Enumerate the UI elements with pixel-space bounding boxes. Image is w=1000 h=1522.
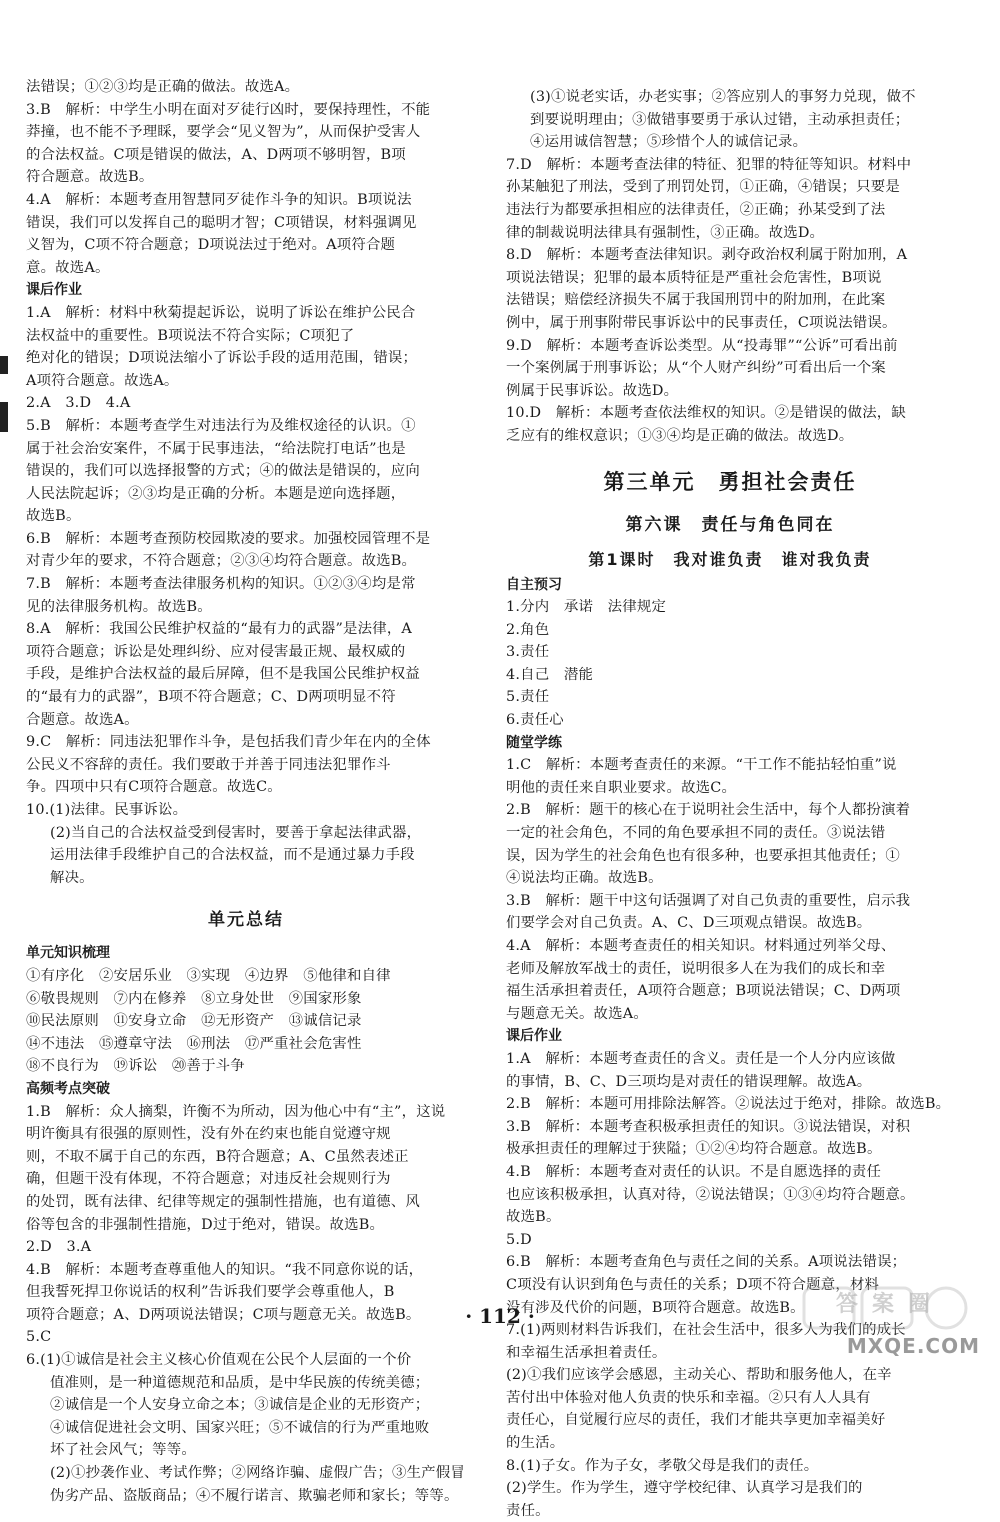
answer-block [506,154,954,448]
text-line: 责任。 [506,1502,550,1519]
text-line: 明他的责任来自职业要求。故选C。 [506,779,737,796]
answer-block [26,76,466,279]
text-line: 也应该积极承担，认真对待，②说法错误；①③④均符合题意。 [506,1186,915,1203]
text-line: 4.A 解析：本题考查用智慧同歹徒作斗争的知识。B项说法 [26,191,412,208]
text-line: 老师及解放军战士的责任，说明很多人在为我们的成长和幸 [506,960,886,977]
text-line: 违法行为都要承担相应的法律责任，②正确；孙某受到了法 [506,201,886,218]
text-line: 1.B 解析：众人摘梨，许衡不为所动，因为他心中有“主”，这说 [26,1103,446,1120]
text-line: 人民法院起诉；②③均是正确的分析。本题是逆向选择题， [26,485,406,502]
text-line: 公民义不容辞的责任。我们要敢于并善于同违法犯罪作斗 [26,756,391,773]
text-line: 和幸福生活承担着责任。 [506,1344,667,1361]
text-line: 错误，我们可以发挥自己的聪明才智；C项错误，材料强调见 [26,214,417,231]
preview-answers [506,596,954,732]
text-line: 5.D [506,1231,532,1248]
text-line: 4.B 解析：本题考查尊重他人的知识。“我不同意你说的话， [26,1261,424,1278]
text-line: 9.D 解析：本题考查诉讼类型。从“投毒罪”“公诉”可看出前 [506,337,898,354]
text-line: 4.B 解析：本题考查对责任的认识。不是自愿选择的责任 [506,1163,882,1180]
text-line: ②诚信是一个人安身立命之本；③诚信是企业的无形资产； [50,1397,430,1414]
text-line: 1.C 解析：本题考查责任的来源。“干工作不能拈轻怕重”说 [506,757,897,774]
text-line: 合题意。故选A。 [26,711,139,728]
text-line: 8.D 解析：本题考查法律知识。剥夺政治权利属于附加刑，A [506,247,908,264]
text-line: 极承担责任的理解过于狭隘；①②④均符合题意。故选B。 [506,1141,882,1158]
answer-block [26,302,466,822]
text-line: ⑩民法原则 ⑪安身立命 ⑫无形资产 ⑬诚信记录 [26,1013,362,1030]
answer-block-indented [26,822,466,890]
text-line: 属于社会治安案件，不属于民事违法，“给法院打电话”也是 [26,440,406,457]
page-number: · 112 · [465,1304,535,1328]
text-line: 1.分内 承诺 法律规定 [506,599,667,616]
section-heading-preview: 自主预习 [506,576,562,593]
text-line: 没有涉及代价的问题，B项符合题意。故选B。 [506,1299,805,1316]
text-line: 1.A 解析：本题考查责任的含义。责任是一个人分内应该做 [506,1050,896,1067]
text-line: 2.角色 [506,621,550,638]
text-line: 错误的，我们可以选择报警的方式；④的做法是错误的，应向 [26,463,420,480]
text-line: A项符合题意。故选A。 [26,372,179,389]
text-line: 俗等包含的非强制性措施，D过于绝对，错误。故选B。 [26,1216,385,1233]
text-line: 3.B 解析：中学生小明在面对歹徒行凶时，要保持理性，不能 [26,101,431,118]
text-line: (2)①抄袭作业、考试作弊；②网络诈骗、虚假广告；③生产假冒 [50,1465,465,1482]
text-line: 6.责任心 [506,712,564,729]
lesson-title: 第六课 责任与角色同在 [625,514,835,535]
text-line: 故选B。 [506,1209,561,1226]
unit-title: 第三单元 勇担社会责任 [603,469,857,494]
text-line: 法错误；赔偿经济损失不属于我国刑罚中的附加刑，在此案 [506,292,886,309]
text-line: 8.A 解析：我国公民维护权益的“最有力的武器”是法律，A [26,621,413,638]
text-line: 故选B。 [26,508,81,525]
text-line: 手段，是维护合法权益的最后屏障，但不是我国公民维护权益 [26,666,420,683]
text-line: 福生活承担着责任，A项符合题意；B项说法错误；C、D两项 [506,983,901,1000]
text-line: 3.B 解析：题干中这句话强调了对自己负责的重要性，启示我 [506,892,911,909]
text-line: 们要学会对自己负责。A、C、D三项观点错误。故选B。 [506,915,872,932]
text-line: 7.B 解析：本题考查法律服务机构的知识。①②③④均是常 [26,576,416,593]
text-line: 5.C [26,1329,52,1346]
answer-block [26,1101,466,1372]
text-line: 的处罚，既有法律、纪律等规定的强制性措施，也有道德、风 [26,1193,420,1210]
text-line: ⑥敬畏规则 ⑦内在修养 ⑧立身处世 ⑨国家形象 [26,990,362,1007]
text-line: (2)当自己的合法权益受到侵害时，要善于拿起法律武器， [50,824,422,841]
text-line: 2.D 3.A [26,1239,92,1256]
text-line: 误，因为学生的社会角色也有很多种，也要承担其他责任；① [506,847,900,864]
text-line: 项说法错误；犯罪的最本质特征是严重社会危害性，B项说 [506,269,882,286]
text-line: 1.A 解析：材料中秋菊提起诉讼，说明了诉讼在维护公民合 [26,304,416,321]
text-line: 与题意无关。故选A。 [506,1005,648,1022]
text-line: 律的制裁说明法律具有强制性，③正确。故选D。 [506,224,825,241]
text-line: 7.D 解析：本题考查法律的特征、犯罪的特征等知识。材料中 [506,156,912,173]
text-line: 义智为，C项不符合题意；D项说法过于绝对。A项符合题 [26,237,396,254]
text-line: ④说法均正确。故选B。 [506,870,663,887]
text-line: 对青少年的要求，不符合题意；②③④均符合题意。故选B。 [26,553,417,570]
text-line: ⑭不违法 ⑮遵章守法 ⑯刑法 ⑰严重社会危害性 [26,1035,362,1052]
text-line: ④诚信促进社会文明、国家兴旺；⑤不诚信的行为严重地败 [50,1419,430,1436]
text-line: (2)①我们应该学会感恩，主动关心、帮助和服务他人，在辛 [506,1367,892,1384]
text-line: 例中，属于刑事附带民事诉讼中的民事责任，C项说法错误。 [506,314,897,331]
unit-summary-title: 单元总结 [208,910,284,931]
text-line: 值准则，是一种道德规范和品质，是中华民族的传统美德； [50,1374,430,1391]
scan-edge-mark [0,356,8,374]
text-line: 孙某触犯了刑法，受到了刑罚处罚，①正确，④错误；只要是 [506,179,900,196]
section-heading-homework: 课后作业 [506,1028,562,1045]
scan-edge-mark [0,402,8,432]
text-line: 见的法律服务机构。故选B。 [26,598,212,615]
watermark-brand: 答案圈 [835,1292,944,1317]
text-line: 莽撞，也不能不予理睬，要学会“见义智为”，从而保护受害人 [26,124,421,141]
text-line: 4.A 解析：本题考查责任的相关知识。材料通过列举父母、 [506,938,896,954]
text-line: 6.B 解析：本题考查预防校园欺凌的要求。加强校园管理不是 [26,530,431,547]
text-line: 争。四项中只有C项符合题意。故选C。 [26,779,282,796]
text-line: 2.B 解析：本题可用排除法解答。②说法过于绝对，排除。故选B。 [506,1096,951,1113]
text-line: 项符合题意；A、D两项说法错误；C项与题意无关。故选B。 [26,1306,421,1323]
watermark-url: MXQE.COM [846,1334,980,1358]
class-hour-title: 第1课时 我对谁负责 谁对我负责 [588,549,872,569]
text-line: 乏应有的维权意识；①③④均是正确的做法。故选D。 [506,427,854,444]
text-line: 运用法律手段维护自己的合法权益，而不是通过暴力手段 [50,847,415,864]
text-line: 2.B 解析：题干的核心在于说明社会生活中，每个人都扮演着 [506,802,911,819]
text-line: 符合题意。故选B。 [26,169,154,186]
text-line: 4.自己 潜能 [506,666,594,683]
answer-block [506,754,954,1025]
text-line: 确，但题干没有体现，不符合题意；对违反社会规则行为 [26,1171,391,1188]
text-line: 10.(1)法律。民事诉讼。 [26,802,188,818]
section-heading-hot-points: 高频考点突破 [26,1080,110,1097]
text-line: 5.B 解析：本题考查学生对违法行为及维权途径的认识。① [26,417,416,434]
text-line: (2)学生。作为学生，遵守学校纪律、认真学习是我们的 [506,1480,863,1497]
text-line: 3.B 解析：本题考查积极承担责任的知识。③说法错误，对积 [506,1118,911,1135]
text-line: 2.A 3.D 4.A [26,395,131,412]
text-line: 的合法权益。C项是错误的做法，A、D两项不够明智，B项 [26,146,406,163]
text-line: 5.责任 [506,689,550,706]
text-line: 意。故选A。 [26,259,110,276]
text-line: 6.(1)①诚信是社会主义核心价值观在公民个人层面的一个价 [26,1352,412,1369]
text-line: 的生活。 [506,1435,565,1452]
text-line: ①有序化 ②安居乐业 ③实现 ④边界 ⑤他律和自律 [26,967,391,984]
text-line: ④运用诚信智慧；⑤珍惜个人的诚信记录。 [530,134,808,151]
text-line: 到要说明理由；③做错事要勇于承认过错，主动承担责任； [530,111,910,128]
left-column [26,76,466,1507]
text-line: 则，不取不属于自己的东西，B符合题意；A、C虽然表述正 [26,1148,409,1165]
text-line: 但我誓死捍卫你说话的权利”告诉我们要学会尊重他人，B [26,1284,395,1301]
text-line: 10.D 解析：本题考查依法维权的知识。②是错误的做法，缺 [506,405,906,422]
text-line: 明许衡具有很强的原则性，没有外在约束也能自觉遵守规 [26,1126,391,1143]
text-line: 7.(1)两则材料告诉我们，在社会生活中，很多人为我们的成长 [506,1322,906,1339]
section-heading-homework: 课后作业 [26,282,82,299]
text-line: ⑱不良行为 ⑲诉讼 ⑳善于斗争 [26,1058,245,1075]
text-line: 3.责任 [506,644,550,661]
answer-block-indented [26,1372,466,1508]
text-line: 9.C 解析：同违法犯罪作斗争，是包括我们青少年在内的全体 [26,734,431,751]
section-heading-practice: 随堂学练 [506,734,562,751]
text-line: 一个案例属于刑事诉讼；从“个人财产纠纷”可看出后一个案 [506,360,886,377]
answer-block-indented [506,86,954,154]
section-heading-knowledge: 单元知识梳理 [26,945,110,962]
text-line: 绝对化的错误；D项说法缩小了诉讼手段的适用范围，错误； [26,350,418,367]
text-line: (3)①说老实话，办老实事；②答应别人的事努力兑现，做不 [530,89,916,105]
text-line: 的事情，B、C、D三项均是对责任的错误理解。故选A。 [506,1073,872,1090]
text-line: 伪劣产品、盗版商品；④不履行诺言、欺骗老师和家长；等等。 [50,1487,459,1504]
text-line: 法错误；①②③均是正确的做法。故选A。 [26,79,300,95]
text-line: 责任心，自觉履行应尽的责任，我们才能共享更加幸福美好 [506,1412,886,1429]
text-line: 的“最有力的武器”，B项不符合题意；C、D两项明显不符 [26,689,396,706]
text-line: 苦付出中体验对他人负责的快乐和幸福。②只有人人具有 [506,1389,871,1406]
text-line: C项没有认识到角色与责任的关系；D项不符合题意，材料 [506,1276,880,1293]
text-line: 一定的社会角色，不同的角色要承担不同的责任。③说法错 [506,825,886,842]
text-line: 8.(1)子女。作为子女，孝敬父母是我们的责任。 [506,1457,819,1474]
text-line: 法权益中的重要性。B项说法不符合实际；C项犯了 [26,327,355,344]
text-line: 坏了社会风气；等等。 [50,1442,196,1459]
text-line: 例属于民事诉讼。故选D。 [506,382,679,399]
text-line: 项符合题意；诉讼是处理纠纷、应对侵害最正规、最权威的 [26,643,406,660]
text-line: 6.B 解析：本题考查角色与责任之间的关系。A项说法错误； [506,1254,907,1271]
knowledge-list [26,965,466,1078]
text-line: 解决。 [50,869,94,886]
